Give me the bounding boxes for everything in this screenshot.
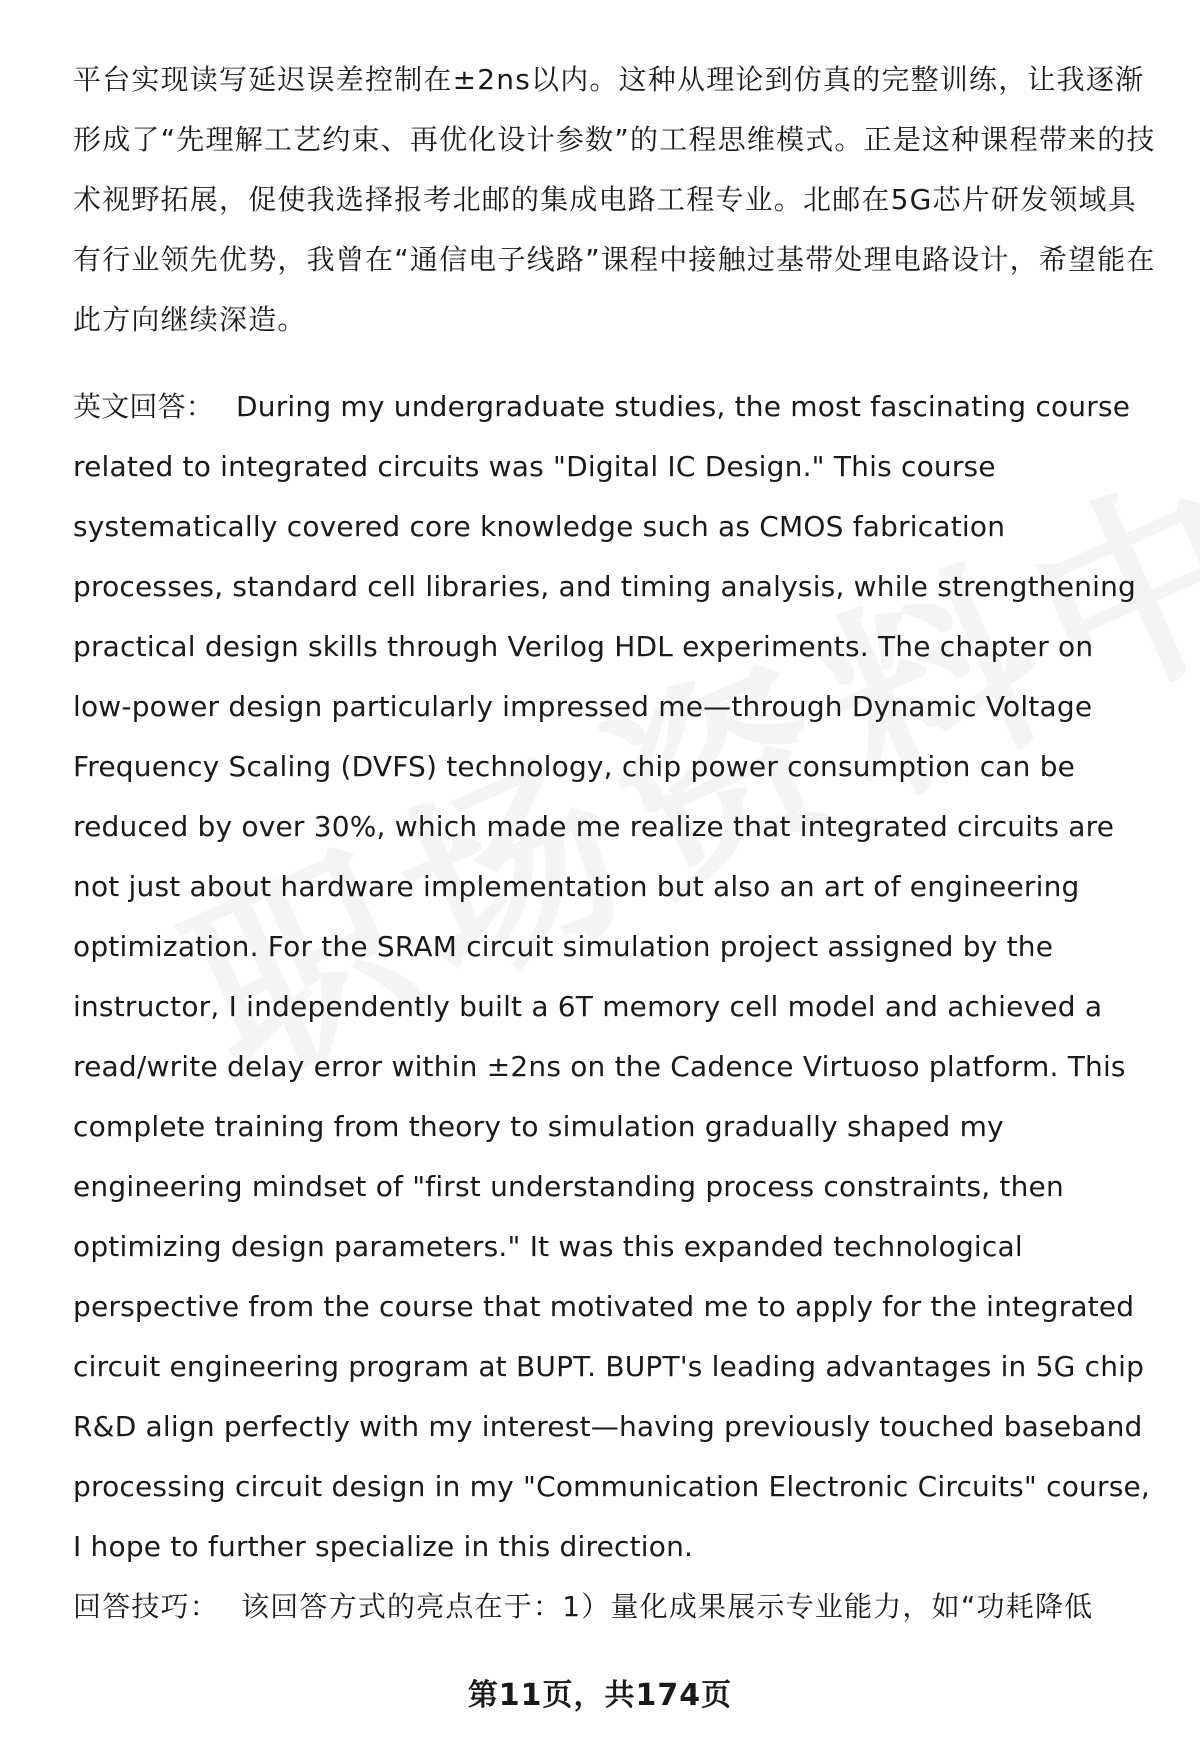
page-number: 第11页，共174页: [467, 1678, 733, 1713]
english-answer-text: During my undergraduate studies, the most fascinating course related to integrated circuits was "Digital IC Design." This course systematically covered core knowledge such as CMOS fabrication processes, standard cell libraries, and timing analysis, while strengthening practical design skills through Verilog HDL experiments. The chapter on low-power design particularly impressed me—through Dynamic Voltage Frequency Scaling (DVFS) technology, chip power consumption can be reduced by over 30%, which made me realize that integrated circuits are not just about hardware implementation but also an art of engineering optimization. For the SRAM circuit simulation project assigned by the instructor, I independently built a 6T memory cell model and achieved a read/write delay error within ±2ns on the Cadence Virtuoso platform. This complete training from theory to simulation gradually shaped my engineering mindset of "first understanding process constraints, then optimizing design parameters." It was this expanded technological perspective from the course that motivated me to apply for the integrated circuit engineering program at BUPT. BUPT's leading advantages in 5G chip R&D align perfectly with my interest—having previously touched baseband processing circuit design in my "Communication Electronic Circuits" course, I hope to further specialize in this direction.: [73, 390, 1151, 1563]
english-answer-label: 英文回答：: [73, 390, 215, 423]
english-answer-paragraph: [73, 377, 1159, 1577]
answer-tips-label: 回答技巧：: [73, 1590, 220, 1623]
answer-tips-text: 该回答方式的亮点在于：1）量化成果展示专业能力，如“功耗降低: [241, 1590, 1094, 1623]
chinese-answer-continuation: [73, 50, 1159, 350]
answer-tips-paragraph: [73, 1577, 1159, 1637]
chinese-answer-text: 平台实现读写延迟误差控制在±2ns以内。这种从理论到仿真的完整训练，让我逐渐形成了“先理解工艺约束、再优化设计参数”的工程思维模式。正是这种课程带来的技术视野拓展，促使我选择报考北邮的集成电路工程专业。北邮在5G芯片研发领域具有行业领先优势，我曾在“通信电子线路”课程中接触过基带处理电路设计，希望能在此方向继续深造。: [73, 63, 1156, 336]
